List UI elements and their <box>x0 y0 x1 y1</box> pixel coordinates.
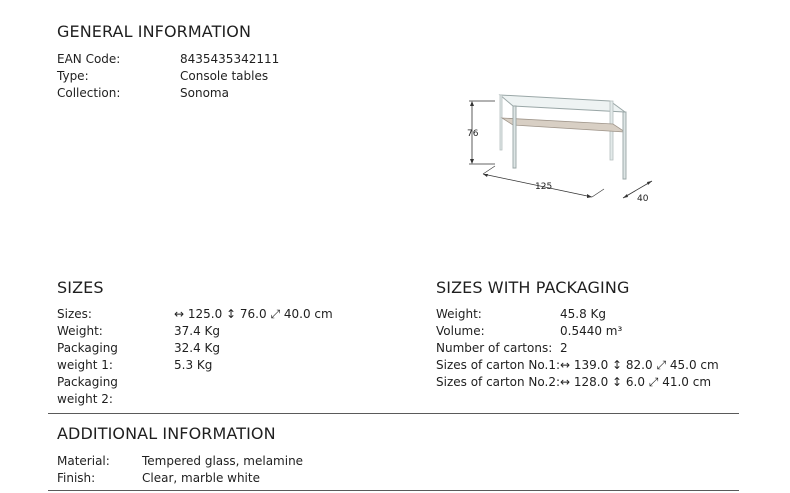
bottom-divider <box>48 490 739 491</box>
ean-code-value: 8435435342111 <box>180 52 280 66</box>
general-information-heading: GENERAL INFORMATION <box>57 22 252 41</box>
table-front-right-leg <box>623 112 626 179</box>
marble-shelf <box>502 118 625 132</box>
weight-label: Weight: <box>57 324 103 338</box>
volume-label: Volume: <box>436 324 485 338</box>
volume-value: 0.5440 m³ <box>560 324 623 338</box>
carton-1-size-label: Sizes of carton No.1: <box>436 358 561 372</box>
number-of-cartons-label: Number of cartons: <box>436 341 553 355</box>
sizes-label: Sizes: <box>57 307 92 321</box>
height-label: 76 <box>467 129 479 139</box>
section-divider <box>48 413 739 414</box>
carton-2-size-value: ↔ 128.0 ↕ 6.0 ⤢ 41.0 cm <box>560 375 712 389</box>
packaging-weight-1-value: 32.4 Kg <box>174 341 221 355</box>
material-value: Tempered glass, melamine <box>142 454 304 468</box>
collection-value: Sonoma <box>180 86 229 100</box>
console-table-dimension-drawing <box>455 88 670 213</box>
packaging-weight-2-value: 5.3 Kg <box>174 358 213 372</box>
material-label: Material: <box>57 454 110 468</box>
sizes-value: ↔ 125.0 ↕ 76.0 ⤢ 40.0 cm <box>174 307 333 321</box>
finish-value: Clear, marble white <box>142 471 260 485</box>
packaging-weight-1-label-line1: Packaging <box>57 341 118 355</box>
packaging-weight-1-label-line2: weight 1: <box>57 358 113 372</box>
ean-code-label: EAN Code: <box>57 52 121 66</box>
collection-label: Collection: <box>57 86 121 100</box>
carton-1-size-value: ↔ 139.0 ↕ 82.0 ⤢ 45.0 cm <box>560 358 719 372</box>
table-front-left-leg <box>513 106 516 168</box>
pack-weight-label: Weight: <box>436 307 482 321</box>
pack-weight-value: 45.8 Kg <box>560 307 607 321</box>
sizes-heading: SIZES <box>57 278 104 297</box>
carton-2-size-label: Sizes of carton No.2: <box>436 375 561 389</box>
width-label: 125 <box>535 182 553 192</box>
packaging-weight-2-label-line2: weight 2: <box>57 392 113 406</box>
depth-label: 40 <box>637 194 649 204</box>
number-of-cartons-value: 2 <box>560 341 568 355</box>
packaging-weight-2-label-line1: Packaging <box>57 375 118 389</box>
type-label: Type: <box>57 69 89 83</box>
table-top <box>500 95 625 112</box>
weight-value: 37.4 Kg <box>174 324 221 338</box>
finish-label: Finish: <box>57 471 96 485</box>
table-back-left-leg <box>500 95 502 150</box>
sizes-with-packaging-heading: SIZES WITH PACKAGING <box>436 278 630 297</box>
type-value: Console tables <box>180 69 269 83</box>
additional-information-heading: ADDITIONAL INFORMATION <box>57 424 276 443</box>
